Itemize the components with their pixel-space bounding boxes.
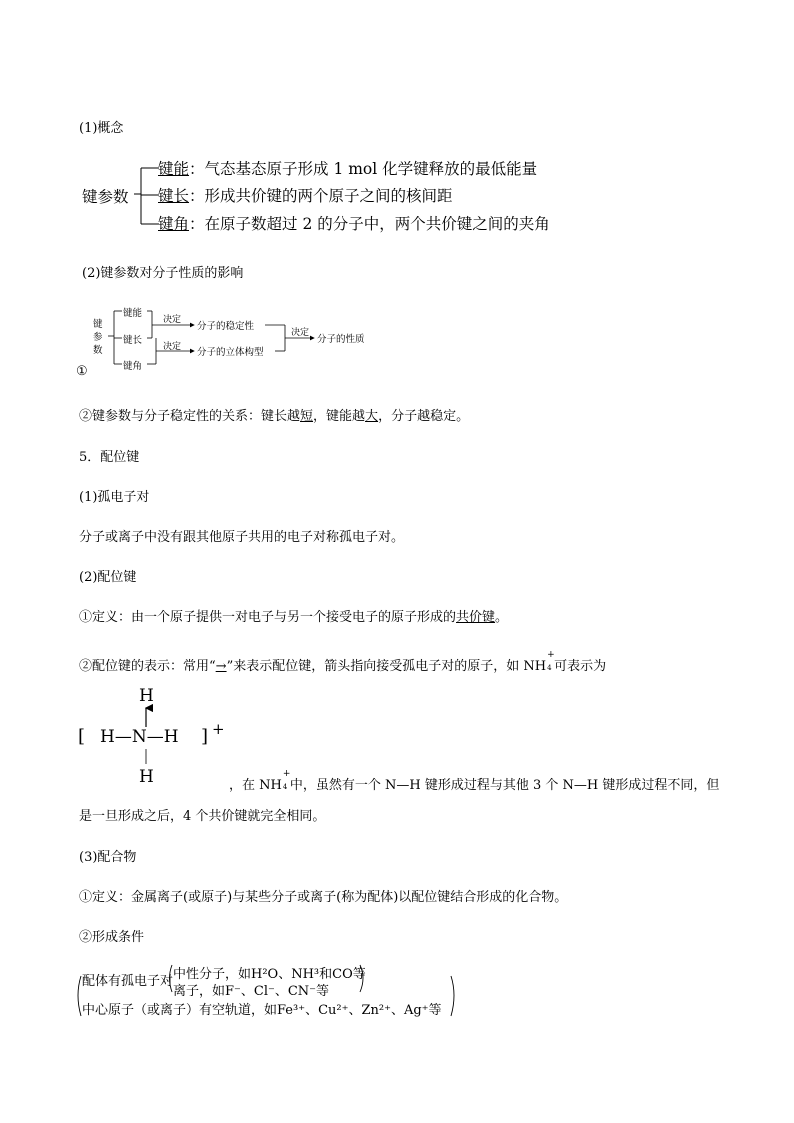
coord-def-suffix: 。 <box>495 610 509 625</box>
arrow-icon: → <box>215 659 227 674</box>
condition-ions: 离子，如F⁻、Cl⁻、CN⁻等 <box>173 984 330 999</box>
flow-target-geometry: 分子的立体构型 <box>197 347 264 358</box>
desc-bond-length: ：形成共价键的两个原子之间的核间距 <box>189 187 453 205</box>
repr-mid: ”来表示配位键，箭头指向接受孤电子对的原子，如 NH <box>226 659 547 674</box>
bond-params-label: 键参数 <box>82 188 129 206</box>
section-concept-heading: (1)概念 <box>79 121 124 136</box>
formula-h-top: H <box>139 686 154 706</box>
lone-pair-heading: (1)孤电子对 <box>79 490 150 505</box>
condition-central-atom: 中心原子（或离子）有空轨道，如Fe³⁺、Cu²⁺、Zn²⁺、Ag⁺等 <box>82 1003 442 1018</box>
complex-heading: (3)配合物 <box>79 850 137 865</box>
relation-mid: ，键能越 <box>313 409 366 424</box>
nh4-charge: + <box>547 650 555 660</box>
note-subscript: 4 <box>282 783 288 791</box>
relation-large: 大 <box>365 409 379 424</box>
condition-ligand-label: 配体有孤电子对 <box>82 974 174 989</box>
desc-bond-energy: ：气态基态原子形成 1 mol 化学键释放的最低能量 <box>189 160 538 178</box>
flow-label-char: 参 <box>93 332 103 343</box>
term-bond-angle: 键角 <box>158 215 190 233</box>
flow-decide-1: 决定 <box>163 315 182 325</box>
flow-marker: ① <box>76 364 88 379</box>
condition-neutral-molecules: 中性分子，如H²O、NH³和CO等 <box>173 967 366 982</box>
flow-item-angle: 键角 <box>123 361 143 372</box>
repr-pre: ②配位键的表示：常用“ <box>79 659 216 674</box>
formation-conditions-heading: ②形成条件 <box>79 930 145 945</box>
coord-def-prefix: ①定义：由一个原子提供一对电子与另一个接受电子的原子形成的 <box>79 610 457 625</box>
lone-pair-text: 分子或离子中没有跟其他原子共用的电子对称孤电子对。 <box>79 530 405 545</box>
coord-def-term: 共价键 <box>456 610 496 625</box>
coord-bond-heading: (2)配位键 <box>79 570 137 585</box>
formula-bracket-left: [ <box>78 726 86 747</box>
flow-target-stability: 分子的稳定性 <box>197 321 255 332</box>
section-5-heading: 5．配位键 <box>79 450 140 465</box>
section-influence-heading: (2)键参数对分子性质的影响 <box>82 266 244 281</box>
desc-bond-angle: ：在原子数超过 2 的分子中，两个共价键之间的夹角 <box>189 215 550 233</box>
formula-bracket-right: ] <box>201 726 209 747</box>
repr-post: 可表示为 <box>554 659 607 674</box>
flow-label-char: 键 <box>93 319 103 330</box>
nh4-subscript: 4 <box>547 664 552 672</box>
flow-decide-3: 决定 <box>291 328 310 338</box>
flow-decide-2: 决定 <box>163 342 182 352</box>
flow-label-char: 数 <box>93 345 103 356</box>
formula-h-bottom: H <box>139 767 154 787</box>
flow-final-properties: 分子的性质 <box>317 334 365 345</box>
nh4-note-line2: 是一旦形成之后，4 个共价键就完全相同。 <box>79 809 326 824</box>
relation-prefix: ②键参数与分子稳定性的关系：键长越 <box>79 409 301 424</box>
flow-item-energy: 键能 <box>123 308 143 319</box>
complex-definition: ①定义：金属离子(或原子)与某些分子或离子(称为配体)以配位键结合形成的化合物。 <box>79 890 568 905</box>
term-bond-energy: 键能 <box>158 160 190 178</box>
flow-item-length: 键长 <box>123 335 143 346</box>
note-pre: ，在 NH <box>229 778 282 793</box>
note-post: 中，虽然有一个 N—H 键形成过程与其他 3 个 N—H 键形成过程不同，但 <box>289 778 720 793</box>
relation-short: 短 <box>300 409 314 424</box>
formula-charge: + <box>212 720 225 738</box>
note-charge: + <box>282 769 291 779</box>
formula-row: H—N—H <box>100 727 179 747</box>
term-bond-length: 键长 <box>158 187 190 205</box>
relation-suffix: ，分子越稳定。 <box>378 409 470 424</box>
